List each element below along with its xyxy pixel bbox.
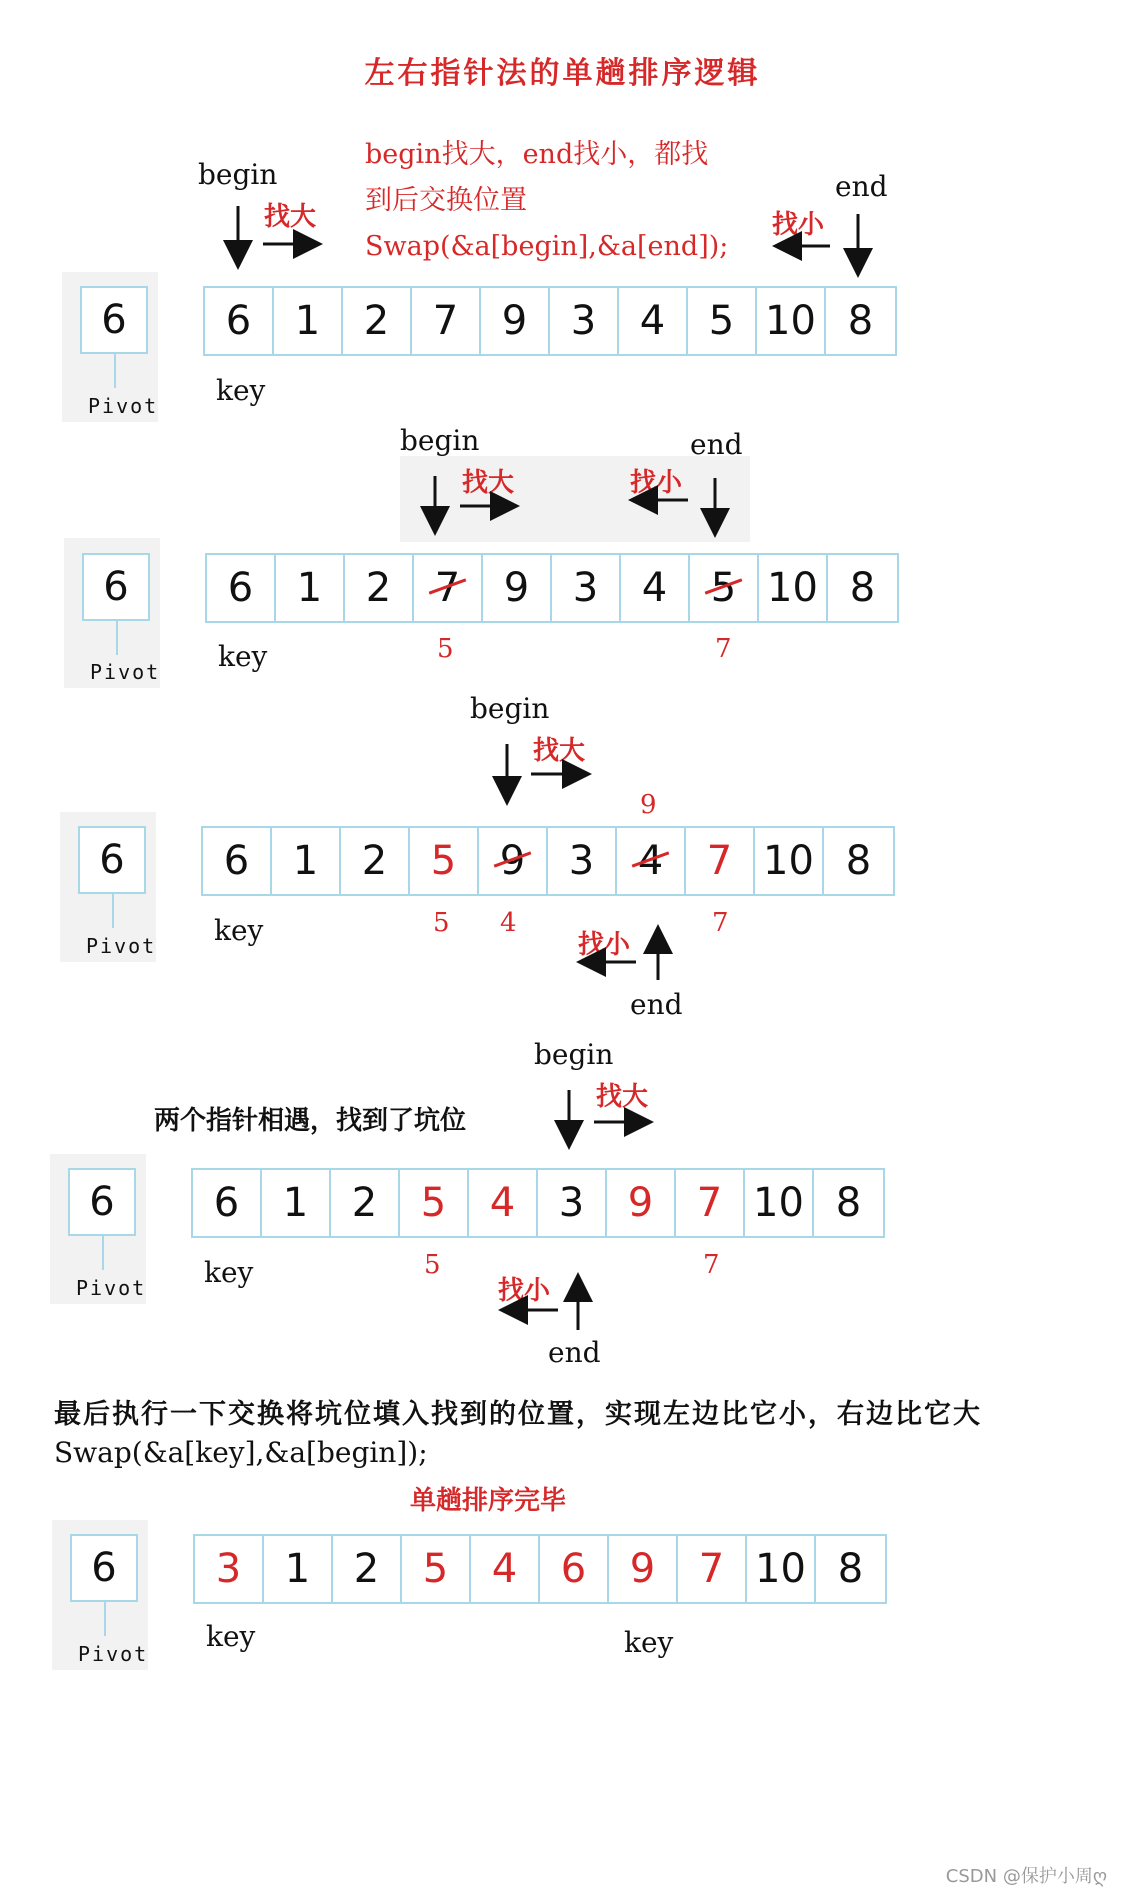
pivot-label-4: Pivot (76, 1276, 147, 1300)
step1-note-line1: begin找大，end找小，都找 (365, 139, 709, 170)
cell: 2 (343, 288, 412, 354)
find-small-label-1: 找小 (772, 210, 825, 240)
single-pass-done-label: 单趟排序完毕 (410, 1486, 567, 1516)
end-label-1: end (835, 170, 888, 203)
cell-swapped: 9 (609, 1536, 678, 1602)
find-big-label-2: 找大 (462, 468, 515, 498)
swap-value-below-right-2: 7 (715, 634, 732, 664)
cell: 10 (747, 1536, 816, 1602)
step1-note-line2: 到后交换位置 (365, 185, 527, 216)
end-label-2: end (690, 428, 743, 461)
swap-value-below-3a: 5 (433, 908, 450, 938)
find-small-label-3: 找小 (578, 930, 631, 960)
find-big-label-1: 找大 (264, 202, 317, 232)
cell-swapped: 4 (471, 1536, 540, 1602)
key-label-4: key (204, 1256, 254, 1289)
cell: 6 (193, 1170, 262, 1236)
begin-label-4: begin (534, 1038, 614, 1071)
find-small-label-4: 找小 (498, 1276, 551, 1306)
cell: 8 (837, 1546, 864, 1592)
cell: 10 (755, 828, 824, 894)
key-label-2: key (218, 640, 268, 673)
cell: 8 (835, 1180, 862, 1226)
cell: 5 (688, 288, 757, 354)
cell: 9 (483, 555, 552, 621)
cell: 6 (203, 828, 272, 894)
final-explanation: 最后执行一下交换将坑位填入找到的位置，实现左边比它小，右边比它大 (54, 1399, 982, 1430)
begin-label-3: begin (470, 692, 550, 725)
cell: 3 (552, 555, 621, 621)
pivot-label-1: Pivot (88, 394, 159, 418)
pivot-box-1: 6 (80, 286, 148, 354)
find-big-label-3: 找大 (533, 736, 586, 766)
cell-key-final: 6 (540, 1536, 609, 1602)
cell-struck: 5 (690, 555, 759, 621)
key-label-5: key (206, 1620, 256, 1653)
cell: 1 (262, 1170, 331, 1236)
cell-struck: 7 (414, 555, 483, 621)
cell-swapped: 9 (607, 1170, 676, 1236)
cell: 8 (845, 838, 872, 884)
key-label-3: key (214, 914, 264, 947)
cell: 6 (205, 288, 274, 354)
key-label-1: key (216, 374, 266, 407)
pivot-box-2: 6 (82, 553, 150, 621)
begin-label-2: begin (400, 424, 480, 457)
cell-swapped: 7 (678, 1536, 747, 1602)
cell: 1 (264, 1536, 333, 1602)
cell: 7 (412, 288, 481, 354)
diagram-title: 左右指针法的单趟排序逻辑 (364, 56, 761, 91)
cell-swapped: 3 (195, 1536, 264, 1602)
cell: 2 (341, 828, 410, 894)
swap-value-below-3b: 4 (500, 908, 517, 938)
cell-swapped: 5 (402, 1536, 471, 1602)
cell: 10 (757, 288, 826, 354)
cell: 10 (745, 1170, 814, 1236)
cell: 10 (759, 555, 828, 621)
pointers-meet-text: 两个指针相遇，找到了坑位 (154, 1106, 467, 1136)
cell-swapped: 5 (410, 828, 479, 894)
end-label-3: end (630, 988, 683, 1021)
pivot-label-3: Pivot (86, 934, 157, 958)
pivot-box-4: 6 (68, 1168, 136, 1236)
end-label-4: end (548, 1336, 601, 1369)
pivot-box-3: 6 (78, 826, 146, 894)
cell: 1 (274, 288, 343, 354)
final-swap-code: Swap(&a[key],&a[begin]); (54, 1436, 428, 1469)
cell-struck: 4 (617, 828, 686, 894)
cell: 6 (207, 555, 276, 621)
cell: 3 (548, 828, 617, 894)
pivot-box-5: 6 (70, 1534, 138, 1602)
cell: 2 (345, 555, 414, 621)
cell: 2 (331, 1170, 400, 1236)
swap-value-below-3c: 7 (712, 908, 729, 938)
cell: 8 (849, 565, 876, 611)
find-small-label-2: 找小 (630, 468, 683, 498)
cell-swapped: 7 (676, 1170, 745, 1236)
cell: 1 (276, 555, 345, 621)
pivot-label-2: Pivot (90, 660, 161, 684)
cell-swapped: 5 (400, 1170, 469, 1236)
swap-value-above-3: 9 (640, 790, 657, 820)
swap-value-below-4a: 5 (424, 1250, 441, 1280)
cell: 2 (333, 1536, 402, 1602)
step1-note-line3: Swap(&a[begin],&a[end]); (365, 231, 729, 262)
cell-meet: 3 (538, 1170, 607, 1236)
swap-value-below-4b: 7 (703, 1250, 720, 1280)
cell-struck: 9 (479, 828, 548, 894)
begin-label-1: begin (198, 158, 278, 191)
find-big-label-4: 找大 (596, 1082, 649, 1112)
cell: 1 (272, 828, 341, 894)
cell-swapped: 4 (469, 1170, 538, 1236)
cell: 4 (621, 555, 690, 621)
swap-value-below-left-2: 5 (437, 634, 454, 664)
cell: 3 (550, 288, 619, 354)
cell: 4 (619, 288, 688, 354)
watermark: CSDN @保护小周ღ (945, 1866, 1107, 1887)
cell-swapped: 7 (686, 828, 755, 894)
cell: 9 (481, 288, 550, 354)
key-label-final: key (624, 1626, 674, 1659)
pivot-label-5: Pivot (78, 1642, 149, 1666)
cell: 8 (847, 298, 874, 344)
